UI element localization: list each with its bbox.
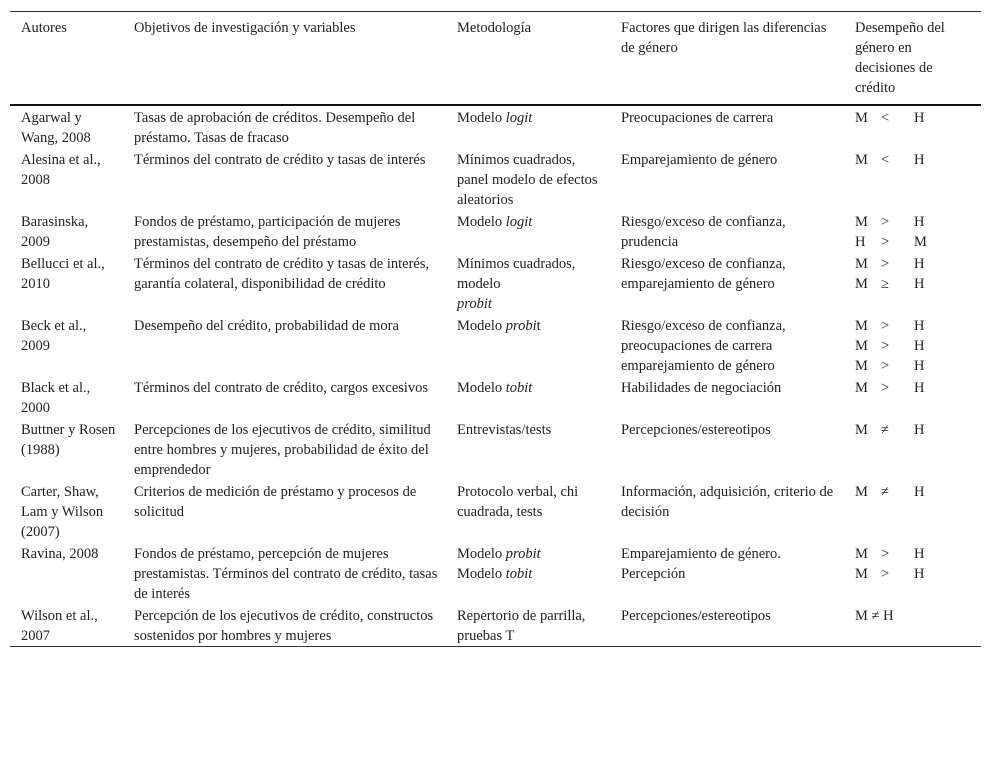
cell-autores: Alesina et al., 2008	[21, 152, 101, 188]
cell-objetivos: Percepciones de los ejecutivos de crédito, similitud entre hombres y mujeres, probabilidad de éxito del emprendedor	[134, 422, 431, 478]
relation: H > M	[855, 234, 927, 250]
cell-factores: Riesgo/exceso de confianza, prudencia	[621, 214, 786, 250]
gender-credit-table	[10, 11, 981, 647]
relation: M > H	[855, 566, 925, 582]
cell-objetivos: Fondos de préstamo, percepción de mujeres prestamistas. Términos del contrato de crédito, tasas de interés	[134, 546, 438, 602]
cell-factores: Emparejamiento de género	[621, 152, 778, 168]
cell-factores: Riesgo/exceso de confianza, preocupaciones de carrera emparejamiento de género	[621, 318, 786, 374]
cell-metodologia	[446, 210, 610, 252]
table-row	[10, 604, 981, 647]
relation: M > H	[855, 338, 925, 354]
relation: M ≥ H	[855, 276, 925, 292]
header-autores: Autores	[21, 20, 67, 36]
cell-factores: Habilidades de negociación	[621, 380, 782, 396]
cell-desempeno	[844, 314, 981, 376]
table-row	[10, 314, 981, 376]
cell-metodologia: Entrevistas/tests	[457, 422, 552, 438]
cell-metodologia	[446, 314, 610, 376]
cell-desempeno	[844, 376, 981, 418]
cell-autores: Black et al., 2000	[21, 380, 91, 416]
relation: M < H	[855, 152, 925, 168]
table-container	[10, 11, 981, 647]
relation: M > H	[855, 214, 925, 230]
header-metodologia: Metodología	[457, 20, 532, 36]
metodologia-line: Modelo probit	[457, 546, 541, 562]
cell-autores: Barasinska, 2009	[21, 214, 89, 250]
metodologia-line: Modelo probit	[457, 318, 541, 334]
metodologia-line: Modelo tobit	[457, 566, 533, 582]
header-objetivos: Objetivos de investigación y variables	[134, 20, 356, 36]
metodologia-line: Modelo tobit	[457, 380, 533, 396]
cell-metodologia: Repertorio de parrilla, pruebas T	[457, 608, 586, 644]
cell-objetivos: Fondos de préstamo, participación de mujeres prestamistas, desempeño del préstamo	[134, 214, 401, 250]
header-desempeno: Desempeño del género en decisiones de crédito	[855, 20, 945, 96]
cell-autores: Agarwal y Wang, 2008	[21, 110, 91, 146]
relation: M < H	[855, 110, 925, 126]
metodologia-line: Modelo logit	[457, 214, 533, 230]
cell-metodologia: Protocolo verbal, chi cuadrada, tests	[457, 484, 579, 520]
cell-factores: Emparejamiento de género. Percepción	[621, 546, 781, 582]
cell-metodologia	[446, 542, 610, 604]
cell-autores: Ravina, 2008	[21, 546, 99, 562]
relation: M > H	[855, 318, 925, 334]
relation: M > H	[855, 358, 925, 374]
cell-autores: Beck et al., 2009	[21, 318, 87, 354]
cell-objetivos: Criterios de medición de préstamo y procesos de solicitud	[134, 484, 417, 520]
cell-desempeno	[844, 210, 981, 252]
cell-factores: Percepciones/estereotipos	[621, 608, 771, 624]
cell-autores: Wilson et al., 2007	[21, 608, 98, 644]
cell-objetivos: Términos del contrato de crédito y tasas de interés, garantía colateral, disponibilidad de crédito	[134, 256, 430, 292]
relation: M > H	[855, 380, 925, 396]
relation: M ≠ H	[855, 422, 925, 438]
cell-factores: Preocupaciones de carrera	[621, 110, 774, 126]
table-header-row	[10, 12, 981, 106]
cell-metodologia	[446, 376, 610, 418]
cell-factores: Riesgo/exceso de confianza, emparejamiento de género	[621, 256, 786, 292]
cell-factores: Percepciones/estereotipos	[621, 422, 771, 438]
cell-autores: Carter, Shaw, Lam y Wilson (2007)	[21, 484, 104, 540]
cell-objetivos: Términos del contrato de crédito y tasas de interés	[134, 152, 426, 168]
cell-metodologia: Mínimos cuadrados, modelo probit	[457, 256, 576, 312]
cell-objetivos: Percepción de los ejecutivos de crédito, constructos sostenidos por hombres y mujeres	[134, 608, 434, 644]
cell-factores: Información, adquisición, criterio de decisión	[621, 484, 834, 520]
cell-desempeno	[844, 148, 981, 210]
cell-autores: Bellucci et al., 2010	[21, 256, 105, 292]
table-row	[10, 148, 981, 210]
cell-objetivos: Desempeño del crédito, probabilidad de mora	[134, 318, 399, 334]
cell-desempeno	[844, 418, 981, 480]
cell-desempeno	[844, 480, 981, 542]
cell-desempeno	[844, 252, 981, 314]
cell-metodologia	[446, 105, 610, 148]
table-row	[10, 252, 981, 314]
relation: M ≠ H	[855, 484, 925, 500]
metodologia-line: Modelo logit	[457, 110, 533, 126]
table-row	[10, 418, 981, 480]
relation: M > H	[855, 546, 925, 562]
cell-desempeno: M ≠ H	[855, 608, 894, 624]
header-factores: Factores que dirigen las diferencias de género	[621, 20, 827, 56]
table-row	[10, 376, 981, 418]
table-row	[10, 480, 981, 542]
table-row	[10, 542, 981, 604]
cell-desempeno	[844, 105, 981, 148]
table-row	[10, 105, 981, 148]
cell-metodologia: Mínimos cuadrados, panel modelo de efectos aleatorios	[457, 152, 598, 208]
cell-autores: Buttner y Rosen (1988)	[21, 422, 116, 458]
cell-objetivos: Términos del contrato de crédito, cargos excesivos	[134, 380, 429, 396]
cell-desempeno	[844, 542, 981, 604]
table-row	[10, 210, 981, 252]
cell-objetivos: Tasas de aprobación de créditos. Desempeño del préstamo. Tasas de fracaso	[134, 110, 416, 146]
relation: M > H	[855, 256, 925, 272]
